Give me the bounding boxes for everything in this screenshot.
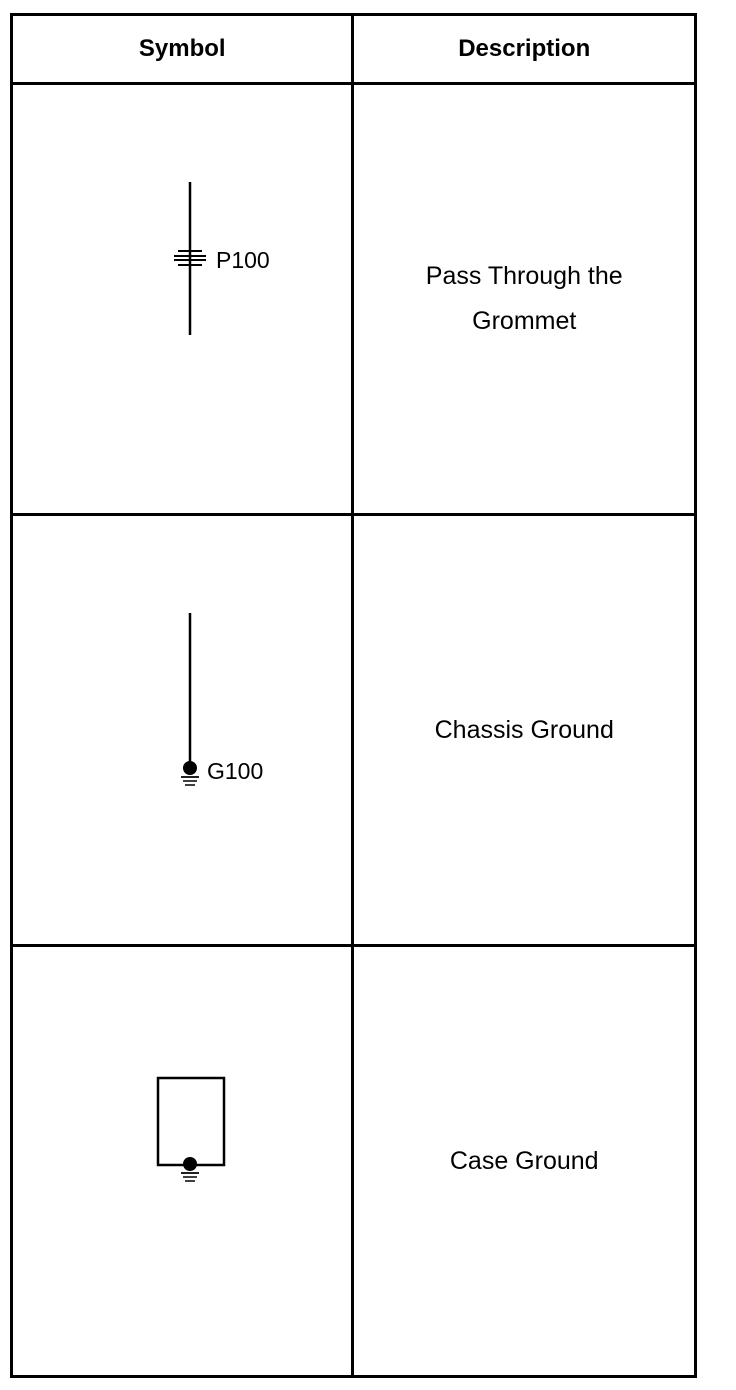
symbol-label: G100 xyxy=(207,758,264,784)
description-text: Pass Through the Grommet xyxy=(425,262,623,335)
chassis-ground-icon xyxy=(13,516,353,943)
description-cell xyxy=(353,515,696,946)
description-text: Case Ground xyxy=(449,1146,599,1175)
case-ground-icon xyxy=(13,947,353,1374)
symbol-label: P100 xyxy=(216,247,270,273)
symbol-cell xyxy=(12,84,353,515)
description-column-header: Description xyxy=(353,15,696,84)
description-cell xyxy=(353,946,696,1377)
table-row xyxy=(12,84,696,515)
symbol-column-header: Symbol xyxy=(12,15,353,84)
symbol-cell xyxy=(12,515,353,946)
symbol-cell xyxy=(12,946,353,1377)
table-row xyxy=(12,515,696,946)
description-cell xyxy=(353,84,696,515)
symbol-legend-table xyxy=(10,13,697,1378)
table-row xyxy=(12,946,696,1377)
header-row xyxy=(12,15,696,84)
grommet-pass-through-icon xyxy=(13,85,353,512)
description-text: Chassis Ground xyxy=(434,715,614,744)
